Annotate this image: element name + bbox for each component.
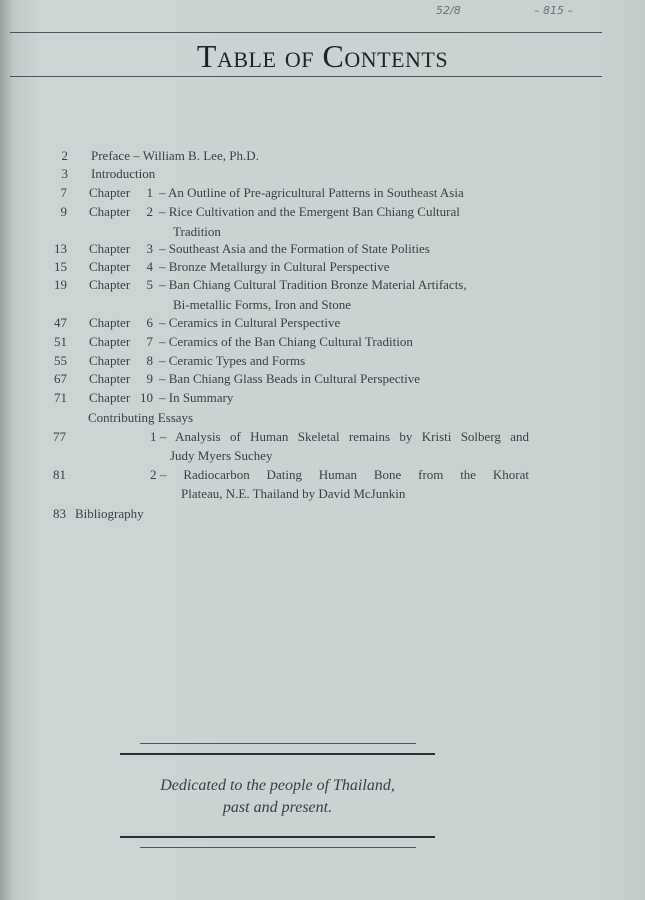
pencil-note-folio: – 815 – xyxy=(534,4,573,17)
toc-entry-continuation: Plateau, N.E. Thailand by David McJunkin xyxy=(181,486,406,501)
toc-entry-text: – Ban Chiang Cultural Tradition Bronze Material Artifacts, xyxy=(159,277,467,292)
toc-chapter-number: 6 xyxy=(146,315,153,330)
toc-chapter-label: Chapter xyxy=(89,259,131,274)
toc-chapter-label: Chapter xyxy=(89,334,131,349)
toc-page-number: 51 xyxy=(54,334,67,349)
dedication-text xyxy=(0,775,555,819)
toc-page-number: 13 xyxy=(54,241,67,256)
toc-chapter-label: Chapter xyxy=(89,277,131,292)
page-title: Table of Contents xyxy=(196,38,449,74)
toc-page-number: 7 xyxy=(60,185,67,200)
toc-page-number: 83 xyxy=(53,506,66,521)
toc-entry-text: – Ceramic Types and Forms xyxy=(159,353,306,368)
toc-page-number: 3 xyxy=(61,166,68,181)
toc-chapter-label: Chapter xyxy=(89,185,131,200)
toc-entry-text: – Analysis of Human Skeletal remains by Kristi Solberg and xyxy=(160,429,529,444)
dedication-thin-rule-top xyxy=(140,743,416,744)
pencil-note-page-number: 52/8 xyxy=(436,4,461,17)
toc-entry-text: – An Outline of Pre-agricultural Patterns in Southeast Asia xyxy=(159,185,464,200)
toc-entry-text: – Ban Chiang Glass Beads in Cultural Perspective xyxy=(159,371,421,386)
toc-entry-continuation: Tradition xyxy=(173,224,221,239)
dedication-thick-rule-top xyxy=(120,753,435,755)
toc-entry-text: – Ceramics in Cultural Perspective xyxy=(159,315,341,330)
toc-chapter-label: Chapter xyxy=(89,371,131,386)
toc-page-number: 71 xyxy=(54,390,67,405)
toc-essay-number: 1 xyxy=(150,429,157,444)
contributing-essays-heading: Contributing Essays xyxy=(88,410,194,425)
toc-page-number: 55 xyxy=(54,353,67,368)
toc-page-number: 67 xyxy=(54,371,67,386)
toc-chapter-number: 1 xyxy=(146,185,153,200)
toc-page-number: 9 xyxy=(60,204,67,219)
toc-page-number: 2 xyxy=(61,148,68,163)
toc-page-number: 19 xyxy=(54,277,67,292)
toc-entry-text: – Bronze Metallurgy in Cultural Perspective xyxy=(159,259,390,274)
dedication-thin-rule-bottom xyxy=(140,847,416,848)
toc-chapter-label: Chapter xyxy=(89,315,131,330)
toc-chapter-number: 2 xyxy=(146,204,153,219)
toc-chapter-number: 9 xyxy=(146,371,153,386)
title-bottom-rule xyxy=(10,76,602,77)
toc-chapter-label: Chapter xyxy=(89,204,131,219)
toc-chapter-number: 3 xyxy=(146,241,153,256)
toc-chapter-number: 7 xyxy=(146,334,153,349)
toc-entry-text: – Southeast Asia and the Formation of State Polities xyxy=(159,241,430,256)
toc-chapter-label: Chapter xyxy=(89,241,131,256)
toc-chapter-number: 8 xyxy=(146,353,153,368)
dedication-line-2: past and present. xyxy=(222,799,333,816)
toc-entry-text: – Ceramics of the Ban Chiang Cultural Tradition xyxy=(159,334,413,349)
dedication-thick-rule-bottom xyxy=(120,836,435,838)
toc-page-number: 77 xyxy=(53,429,66,444)
toc-entry-continuation: Bi-metallic Forms, Iron and Stone xyxy=(173,297,352,312)
toc-entry-text: Bibliography xyxy=(75,506,144,521)
title-top-rule xyxy=(10,32,602,33)
toc-entry-text: – Radiocarbon Dating Human Bone from the Khorat xyxy=(160,467,529,482)
toc-page-number: 15 xyxy=(54,259,67,274)
toc-chapter-number: 4 xyxy=(146,259,153,274)
toc-entry-continuation: Judy Myers Suchey xyxy=(170,448,273,463)
toc-entry-text: – In Summary xyxy=(159,390,234,405)
toc-chapter-label: Chapter xyxy=(89,353,131,368)
toc-entry-text: Introduction xyxy=(91,166,156,181)
toc-entry-text: – Rice Cultivation and the Emergent Ban Chiang Cultural xyxy=(159,204,460,219)
dedication-line-1: Dedicated to the people of Thailand, xyxy=(160,777,395,794)
toc-chapter-number: 5 xyxy=(146,277,153,292)
toc-entry-text: Preface – William B. Lee, Ph.D. xyxy=(91,148,259,163)
toc-chapter-label: Chapter xyxy=(89,390,131,405)
toc-page-number: 47 xyxy=(54,315,67,330)
toc-page-number: 81 xyxy=(53,467,66,482)
toc-essay-number: 2 xyxy=(150,467,157,482)
toc-chapter-number: 10 xyxy=(140,390,153,405)
